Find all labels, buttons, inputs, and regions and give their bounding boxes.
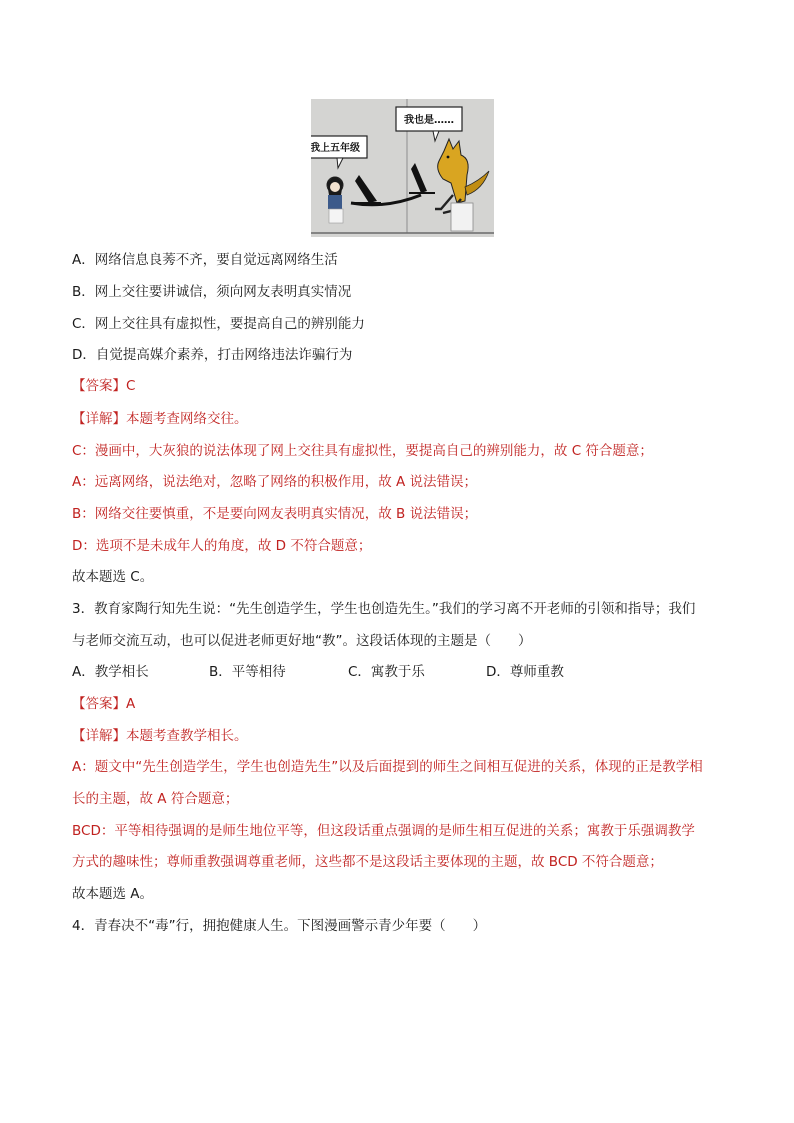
q3-option-c: C．寓教于乐: [348, 664, 425, 680]
q3-explain-line-2: 长的主题，故 A 符合题意；: [72, 791, 239, 807]
q3-answer: 【答案】A: [72, 696, 136, 712]
q3-explain-line-4: 方式的趣味性；尊师重教强调尊重老师，这些都不是这段话主要体现的主题，故 BCD 不符合题意；: [72, 854, 663, 870]
q3-explain-line-1: A：题文中“先生创造学生，学生也创造先生”以及后面提到的师生之间相互促进的关系，体现的正是教学相: [72, 759, 703, 775]
q2-detail-text: 【详解】本题考查网络交往。: [72, 411, 248, 427]
q3-stem-line-2: 与老师交流互动，也可以促进老师更好地“教”。这段话体现的主题是（ ）: [72, 633, 532, 649]
q2-explain-b: B：网络交往要慎重，不是要向网友表明真实情况，故 B 说法错误；: [72, 506, 478, 522]
q3-option-d: D．尊师重教: [486, 664, 564, 680]
q3-detail: 【详解】本题考查教学相长。: [72, 728, 248, 744]
cartoon-illustration: [311, 99, 494, 237]
q2-explain-c: C：漫画中，大灰狼的说法体现了网上交往具有虚拟性，要提高自己的辨别能力，故 C 符合题意；: [72, 443, 653, 459]
q2-option-a: A．网络信息良莠不齐，要自觉远离网络生活: [72, 252, 338, 268]
q2-option-b: B．网上交往要讲诚信，须向网友表明真实情况: [72, 284, 352, 300]
cartoon-figure: [311, 99, 494, 237]
q3-option-a: A．教学相长: [72, 664, 149, 680]
q4-stem: 4．青春决不“毒”行，拥抱健康人生。下图漫画警示青少年要（ ）: [72, 918, 487, 934]
q3-explain-line-3: BCD：平等相待强调的是师生地位平等，但这段话重点强调的是师生相互促进的关系；寓教于乐强调教学: [72, 823, 695, 839]
q2-explain-a: A：远离网络，说法绝对，忽略了网络的积极作用，故 A 说法错误；: [72, 474, 478, 490]
q3-conclusion: 故本题选 A。: [72, 886, 154, 902]
bubble-right-text: 我也是……: [404, 115, 454, 126]
q3-options: [72, 662, 722, 682]
q2-option-d: D．自觉提高媒介素养，打击网络违法诈骗行为: [72, 347, 353, 363]
q2-option-c: C．网上交往具有虚拟性，要提高自己的辨别能力: [72, 316, 365, 332]
q3-option-b: B．平等相待: [209, 664, 286, 680]
q2-explain-d: D：选项不是未成年人的角度，故 D 不符合题意；: [72, 538, 372, 554]
bubble-left-text: 我上五年级: [311, 143, 360, 154]
q3-stem-line-1: 3．教育家陶行知先生说：“先生创造学生，学生也创造先生。”我们的学习离不开老师的引领和指导；我们: [72, 601, 696, 617]
q2-answer: 【答案】C: [72, 378, 136, 394]
q2-detail: [72, 409, 248, 429]
q2-conclusion: 故本题选 C。: [72, 569, 154, 585]
